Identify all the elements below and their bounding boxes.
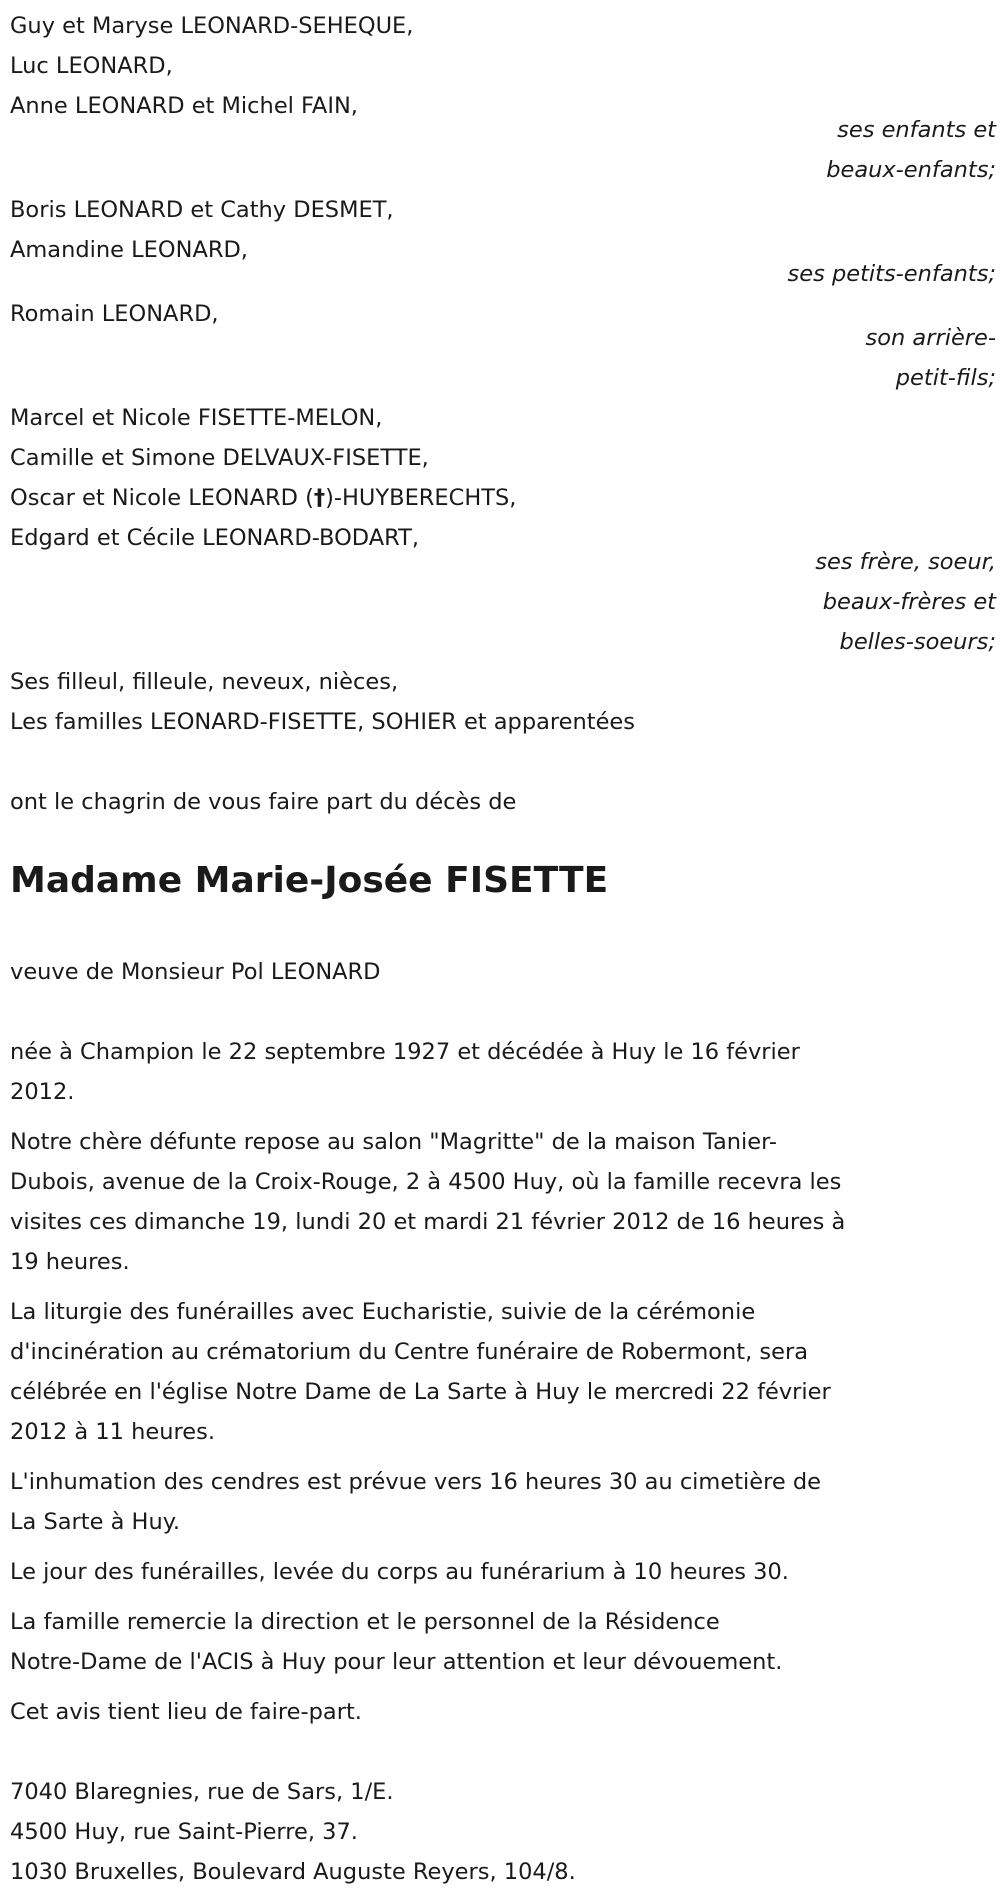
paragraph-line: d'incinération au crématorium du Centre funéraire de Robermont, sera bbox=[10, 1339, 809, 1365]
paragraph-line: L'inhumation des cendres est prévue vers 16 heures 30 au cimetière de bbox=[10, 1469, 821, 1495]
relation-label: ses enfants et bbox=[837, 117, 996, 143]
paragraph-line: 19 heures. bbox=[10, 1249, 130, 1275]
paragraph-line: 2012. bbox=[10, 1079, 75, 1105]
address-line: 7040 Blaregnies, rue de Sars, 1/E. bbox=[10, 1779, 394, 1805]
paragraph-line: Le jour des funérailles, levée du corps au funérarium à 10 heures 30. bbox=[10, 1559, 789, 1585]
address-line: 4500 Huy, rue Saint-Pierre, 37. bbox=[10, 1819, 358, 1845]
paragraph-line: visites ces dimanche 19, lundi 20 et mardi 21 février 2012 de 16 heures à bbox=[10, 1209, 846, 1235]
family-member-line: Luc LEONARD, bbox=[10, 53, 173, 79]
family-member-line: Marcel et Nicole FISETTE-MELON, bbox=[10, 405, 383, 431]
family-member-line: Les familles LEONARD-FISETTE, SOHIER et apparentées bbox=[10, 709, 636, 735]
relation-label: beaux-enfants; bbox=[826, 157, 996, 183]
family-member-line: Anne LEONARD et Michel FAIN, bbox=[10, 93, 358, 119]
paragraph-line: La famille remercie la direction et le personnel de la Résidence bbox=[10, 1609, 720, 1635]
paragraph-line: célébrée en l'église Notre Dame de La Sarte à Huy le mercredi 22 février bbox=[10, 1379, 831, 1405]
family-member-line bbox=[10, 478, 516, 518]
family-member-line: Guy et Maryse LEONARD-SEHEQUE, bbox=[10, 13, 414, 39]
family-member-line: Ses filleul, filleule, neveux, nièces, bbox=[10, 669, 399, 695]
paragraph-line: 2012 à 11 heures. bbox=[10, 1419, 215, 1445]
family-member-line: Camille et Simone DELVAUX-FISETTE, bbox=[10, 445, 429, 471]
family-member-line: Amandine LEONARD, bbox=[10, 237, 248, 263]
paragraph-line: Notre chère défunte repose au salon "Magritte" de la maison Tanier- bbox=[10, 1129, 778, 1155]
family-member-line: Boris LEONARD et Cathy DESMET, bbox=[10, 197, 394, 223]
sibling-text: )-HUYBERECHTS, bbox=[325, 485, 517, 511]
relation-label: ses frère, soeur, bbox=[815, 549, 996, 575]
cross-icon: † bbox=[313, 485, 326, 511]
family-member-line: Edgard et Cécile LEONARD-BODART, bbox=[10, 525, 420, 551]
family-member-line: Romain LEONARD, bbox=[10, 301, 219, 327]
paragraph-line: Dubois, avenue de la Croix-Rouge, 2 à 4500 Huy, où la famille recevra les bbox=[10, 1169, 842, 1195]
address-line: 1030 Bruxelles, Boulevard Auguste Reyers, 104/8. bbox=[10, 1859, 576, 1885]
paragraph-line: La liturgie des funérailles avec Eucharistie, suivie de la cérémonie bbox=[10, 1299, 756, 1325]
announcement-text: ont le chagrin de vous faire part du décès de bbox=[10, 789, 517, 815]
relation-label: petit-fils; bbox=[895, 365, 996, 391]
paragraph-line: La Sarte à Huy. bbox=[10, 1509, 180, 1535]
paragraph-line: Cet avis tient lieu de faire-part. bbox=[10, 1699, 362, 1725]
paragraph-line: née à Champion le 22 septembre 1927 et décédée à Huy le 16 février bbox=[10, 1039, 800, 1065]
widow-of-text: veuve de Monsieur Pol LEONARD bbox=[10, 959, 381, 985]
relation-label: beaux-frères et bbox=[822, 589, 996, 615]
paragraph-line: Notre-Dame de l'ACIS à Huy pour leur attention et leur dévouement. bbox=[10, 1649, 783, 1675]
relation-label: ses petits-enfants; bbox=[787, 261, 996, 287]
sibling-text: Oscar et Nicole LEONARD ( bbox=[10, 485, 314, 511]
relation-label: son arrière- bbox=[865, 325, 996, 351]
deceased-name: Madame Marie-Josée FISETTE bbox=[10, 860, 609, 901]
relation-label: belles-soeurs; bbox=[839, 629, 996, 655]
